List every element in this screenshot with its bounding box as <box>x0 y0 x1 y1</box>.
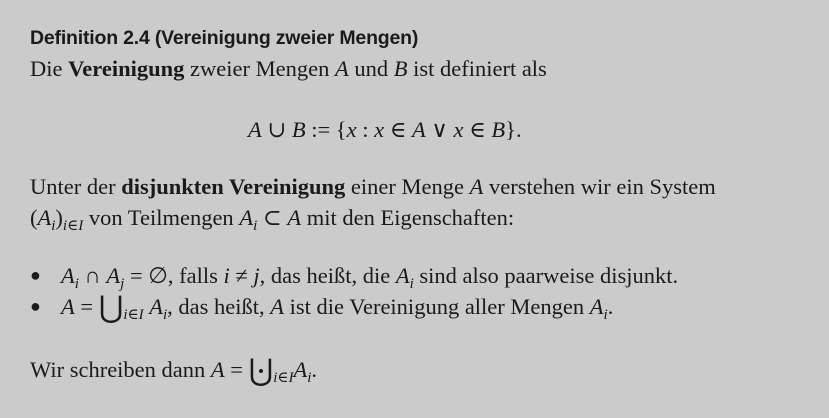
disjoint-union-system: $(A_i)_{i\in I}$ von Teilmengen $A_i$ ⊂ A mit den Eigenschaften: <box>30 205 515 234</box>
bullet-item-union: ● $A = ⋃_{i\in I}$ $A_i$, das heißt, A ist die Vereinigung aller Mengen $A_i$. <box>30 291 614 324</box>
bullet-icon: ● <box>30 265 41 285</box>
bullet-item-disjoint: ● $A_i$ ∩ $A_j$ = ∅, falls i ≠ j, das heißt, die $A_i$ sind also paarweise disjunkt. <box>30 263 679 292</box>
notation-conclusion: Wir schreiben dann $A = ⋃_{i\in I}A_i$. <box>30 354 318 387</box>
bullet-icon: ● <box>30 296 41 316</box>
disjoint-union-intro: Unter der disjunkten Vereinigung einer Menge A verstehen wir ein System <box>30 174 716 199</box>
union-formula: A ∪ B := {x : x ∈ A ∨ x ∈ B}. <box>248 117 522 142</box>
definition-title: Definition 2.4 (Vereinigung zweier Mengen) <box>30 27 419 49</box>
definition-intro: Die Vereinigung zweier Mengen A und B ist definiert als <box>30 56 547 81</box>
